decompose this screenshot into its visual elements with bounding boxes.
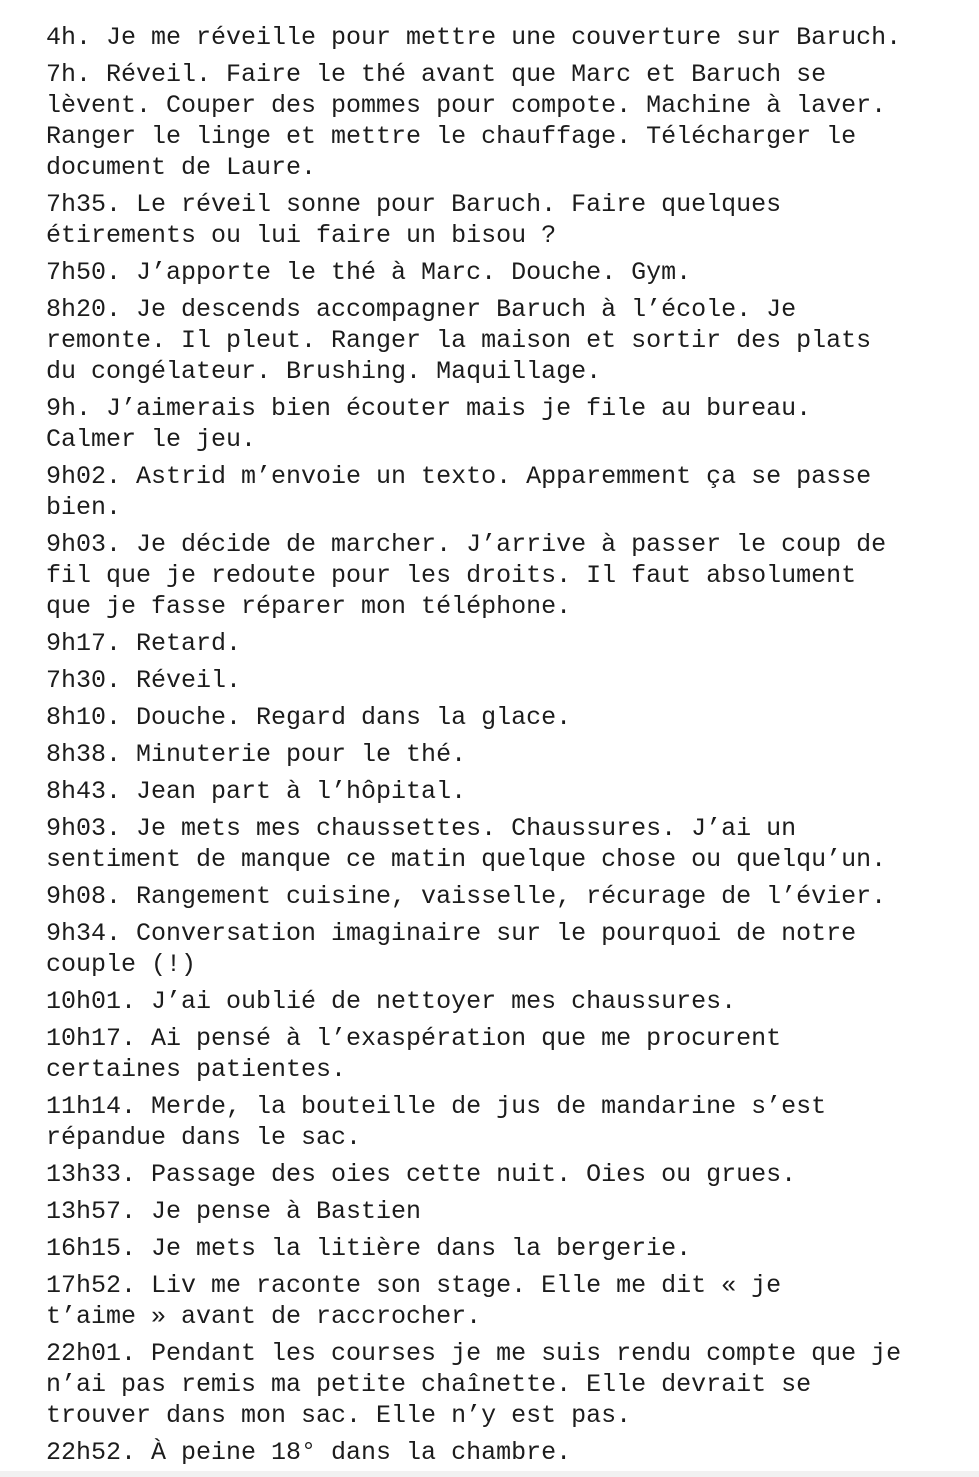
journal-entry: 16h15. Je mets la litière dans la bergerie. — [46, 1234, 692, 1263]
journal-entry: 9h03. Je décide de marcher. J’arrive à passer le coup de fil que je redoute pour les droits. Il faut absolument que je fasse réparer mon téléphone. — [46, 530, 887, 621]
journal-entry: 7h. Réveil. Faire le thé avant que Marc et Baruch se lèvent. Couper des pommes pour compote. Machine à laver. Ranger le linge et mettre le chauffage. Télécharger le document de Laure. — [46, 60, 887, 182]
journal-entry: 8h10. Douche. Regard dans la glace. — [46, 703, 572, 732]
journal-entry: 7h30. Réveil. — [46, 666, 242, 695]
journal-entry: 9h34. Conversation imaginaire sur le pourquoi de notre couple (!) — [46, 919, 857, 979]
journal-entry: 13h33. Passage des oies cette nuit. Oies ou grues. — [46, 1160, 797, 1189]
journal-entry: 4h. Je me réveille pour mettre une couverture sur Baruch. — [46, 23, 902, 52]
journal-entry: 10h01. J’ai oublié de nettoyer mes chaussures. — [46, 987, 737, 1016]
journal-entry: 13h57. Je pense à Bastien — [46, 1197, 422, 1226]
journal-entry: 9h03. Je mets mes chaussettes. Chaussures. J’ai un sentiment de manque ce matin quelque chose ou quelqu’un. — [46, 814, 887, 874]
journal-entry: 9h02. Astrid m’envoie un texto. Apparemment ça se passe bien. — [46, 462, 872, 522]
journal-entry: 11h14. Merde, la bouteille de jus de mandarine s’est répandue dans le sac. — [46, 1092, 827, 1152]
journal-entry: 7h50. J’apporte le thé à Marc. Douche. Gym. — [46, 258, 692, 287]
journal-entry: 7h35. Le réveil sonne pour Baruch. Faire quelques étirements ou lui faire un bisou ? — [46, 190, 782, 250]
journal-entries — [46, 22, 959, 1468]
journal-entry: 22h01. Pendant les courses je me suis rendu compte que je n’ai pas remis ma petite chaînette. Elle devrait se trouver dans mon sac. Elle n’y est pas. — [46, 1339, 902, 1430]
journal-entry: 22h52. À peine 18° dans la chambre. — [46, 1438, 572, 1467]
journal-entry: 8h38. Minuterie pour le thé. — [46, 740, 467, 769]
journal-entry: 8h43. Jean part à l’hôpital. — [46, 777, 467, 806]
journal-entry: 9h. J’aimerais bien écouter mais je file au bureau. Calmer le jeu. — [46, 394, 812, 454]
journal-entry: 9h08. Rangement cuisine, vaisselle, récurage de l’évier. — [46, 882, 887, 911]
journal-entry: 8h20. Je descends accompagner Baruch à l’école. Je remonte. Il pleut. Ranger la maison et sortir des plats du congélateur. Brushing. Maquillage. — [46, 295, 872, 386]
journal-entry: 10h17. Ai pensé à l’exaspération que me procurent certaines patientes. — [46, 1024, 782, 1084]
journal-entry: 17h52. Liv me raconte son stage. Elle me dit « je t’aime » avant de raccrocher. — [46, 1271, 782, 1331]
journal-entry: 9h17. Retard. — [46, 629, 242, 658]
bottom-divider — [0, 1471, 979, 1477]
